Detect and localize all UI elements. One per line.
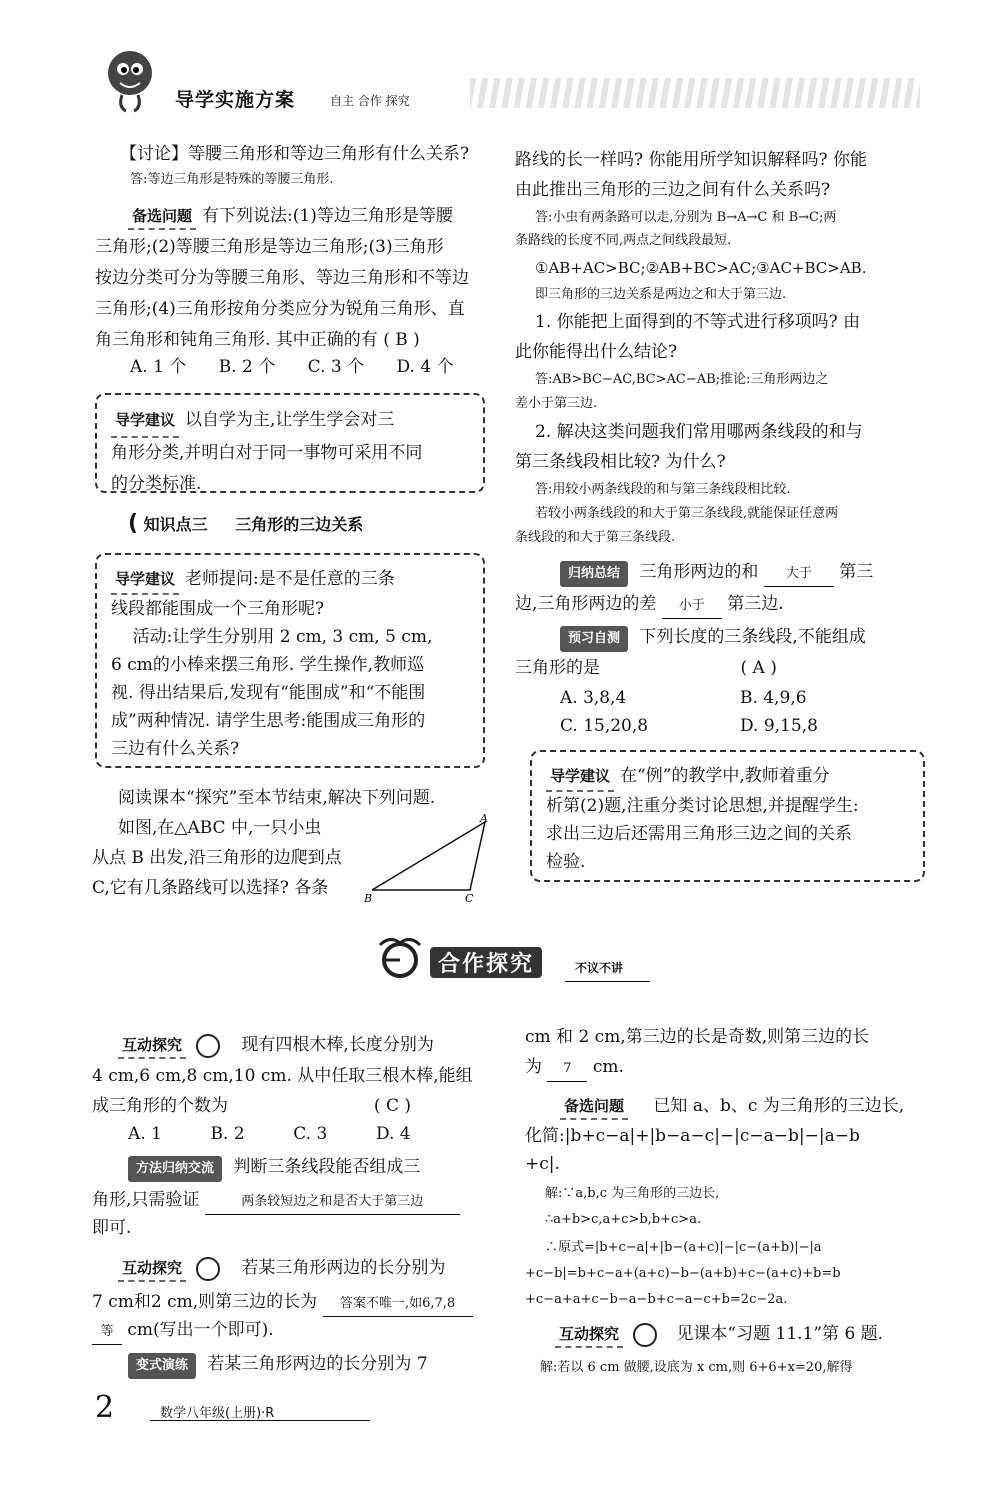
alt-line-1: 三角形;(2)等腰三角形是等边三角形;(3)三角形 <box>95 237 444 257</box>
method-line-2 <box>92 1188 460 1215</box>
interact-2-line-1 <box>92 1290 473 1317</box>
rb-line2-pre: 为 <box>525 1057 542 1077</box>
rb-alt-label: 备选问题 <box>560 1094 628 1120</box>
alt-line-4: 角三角形和钝角三角形. 其中正确的有 ( B ) <box>95 330 420 350</box>
summary-label: 归纳总结 <box>560 561 628 587</box>
right-ineq: ①AB+AC>BC;②AB+BC>AC;③AC+BC>AB. <box>535 259 867 277</box>
interact-label-1: 互动探究 <box>118 1033 186 1059</box>
method-text-3: 即可. <box>92 1218 132 1238</box>
interact-1-q0: 现有四根木棒,长度分别为 <box>241 1035 434 1055</box>
footer-rule <box>150 1420 370 1421</box>
section-subtitle: 不议不讲 <box>575 961 624 975</box>
preview-opt-c: C. 15,20,8 <box>560 716 649 736</box>
guide-3-line-1: 析第(2)题,注重分类讨论思想,并提醒学生: <box>546 796 859 816</box>
rb-line2-blank: 7 <box>547 1057 587 1082</box>
guide-box-2 <box>95 553 485 768</box>
circle-icon-2 <box>196 1257 220 1281</box>
right-a2-2: 条线段的和大于第三条线段. <box>515 530 676 545</box>
rb-line-1: cm 和 2 cm,第三边的长是奇数,则第三边的长 <box>525 1027 870 1047</box>
interact-2-end-blank: 等 <box>92 1320 122 1345</box>
rb-sol-3: +c−b|=b+c−a+(a+c)−b−(a+b)+c−(a+c)+b=b <box>525 1266 841 1281</box>
right-ans2: 即三角形的三边关系是两边之和大于第三边. <box>535 287 787 302</box>
rb-alt-0: 已知 a、b、c 为三角形的三边长, <box>653 1096 905 1116</box>
vertex-a-label: A <box>480 812 488 825</box>
method-label: 方法归纳交流 <box>128 1156 222 1182</box>
preview-label: 预习自测 <box>560 626 628 652</box>
interact-2-q0: 若某三角形两边的长分别为 <box>241 1258 446 1278</box>
flame-icon <box>370 935 430 985</box>
method-line-1 <box>128 1155 420 1182</box>
guide-box-3 <box>530 750 925 882</box>
right-a1-0: 答:AB>BC−AC,BC>AC−AB;推论:三角形两边之 <box>535 372 829 387</box>
vertex-c-label: C <box>465 892 474 905</box>
guide-3-line-0: 在“例”的教学中,教师着重分 <box>620 766 830 786</box>
right-q2-1: 第三条线段相比较? 为什么? <box>515 452 726 472</box>
interact-1-q1: 4 cm,6 cm,8 cm,10 cm. 从中任取三根木棒,能组 <box>92 1066 473 1086</box>
read-line-3: C,它有几条路线可以选择? 各条 <box>92 878 329 898</box>
interact-2-line-2 <box>92 1318 274 1345</box>
right-ans1-0: 答:小虫有两条路可以走,分别为 B→A→C 和 B→C;两 <box>535 210 837 225</box>
variant-label: 变式演练 <box>128 1353 196 1379</box>
alt-question-label: 备选问题 <box>128 204 196 230</box>
read-line-2: 从点 B 出发,沿三角形的边爬到点 <box>92 848 342 868</box>
discussion-text: 【讨论】等腰三角形和等边三角形有什么关系? <box>120 144 470 164</box>
preview-q-0: 下列长度的三条线段,不能组成 <box>639 627 866 647</box>
guide-label-3: 导学建议 <box>546 762 614 792</box>
guide-2-line-5: 成”两种情况. 请学生思考:能围成三角形的 <box>111 711 426 731</box>
rb-alt-line-0 <box>560 1094 904 1120</box>
right-q2-0: 2. 解决这类问题我们常用哪两条线段的和与 <box>535 422 863 442</box>
variant-line <box>128 1352 428 1379</box>
read-line-0: 阅读课本“探究”至本节结束,解决下列问题. <box>118 788 436 808</box>
summary-blank-2: 小于 <box>662 594 722 619</box>
right-q1-0: 1. 你能把上面得到的不等式进行移项吗? 由 <box>535 312 861 332</box>
guide-1-line-0: 以自学为主,让学生学会对三 <box>185 410 395 430</box>
footer-page-number: 2 <box>95 1390 115 1425</box>
guide-2-line-0: 老师提问:是不是任意的三条 <box>185 569 395 589</box>
vertex-b-label: B <box>364 892 373 905</box>
guide-box-1 <box>95 393 485 493</box>
rb-alt-2: +c|. <box>525 1154 560 1174</box>
rb-alt-1: 化简:|b+c−a|+|b−a−c|−|c−a−b|−|a−b <box>525 1126 860 1146</box>
guide-3-line-3: 检验. <box>546 852 586 872</box>
guide-2-line-1: 线段都能围成一个三角形呢? <box>111 599 325 619</box>
right-q1-1: 此你能得出什么结论? <box>515 342 678 362</box>
rb-sol-0: 解:∵a,b,c 为三角形的三边长, <box>545 1186 720 1201</box>
alt-options: A. 1 个 B. 2 个 C. 3 个 D. 4 个 <box>130 357 454 377</box>
rb-sol-1: ∴a+b>c,a+c>b,b+c>a. <box>545 1212 702 1227</box>
right-line-1: 由此推出三角形的三边之间有什么关系吗? <box>515 180 831 200</box>
summary-blank-1: 大于 <box>764 562 834 587</box>
discussion-answer: 答:等边三角形是特殊的等腰三角形. <box>130 172 334 187</box>
right-ans1-1: 条路线的长度不同,两点之间线段最短. <box>515 233 732 248</box>
rb-line2-post: cm. <box>592 1057 624 1077</box>
guide-label-1: 导学建议 <box>111 405 179 438</box>
header-subtitle: 自主 合作 探究 <box>330 94 410 108</box>
interact-2-q1: 7 cm和2 cm,则第三边的长为 <box>92 1292 318 1312</box>
right-a2-1: 若较小两条线段的和大于第三条线段,就能保证任意两 <box>535 506 839 521</box>
right-a2-0: 答:用较小两条线段的和与第三条线段相比较. <box>535 482 791 497</box>
preview-opt-d: D. 9,15,8 <box>740 716 818 736</box>
variant-text: 若某三角形两边的长分别为 7 <box>207 1354 428 1374</box>
summary-line-1 <box>560 560 873 587</box>
method-text-1: 判断三条线段能否组成三 <box>233 1157 421 1177</box>
knowledge-title: 三角形的三边关系 <box>235 515 364 534</box>
header-decoration <box>470 78 920 108</box>
guide-3-line-2: 求出三边后还需用三角形三边之间的关系 <box>546 824 852 844</box>
rb-sol-4: +c−a+a+c−b−a−b+c−a−c+b=2c−2a. <box>525 1292 788 1307</box>
right-line-0: 路线的长一样吗? 你能用所学知识解释吗? 你能 <box>515 150 868 170</box>
rb-interact-line <box>555 1322 883 1348</box>
interact-2-blank: 答案不唯一,如6,7,8 <box>323 1292 473 1317</box>
mascot-icon <box>100 45 160 115</box>
guide-2-line-2: 活动:让学生分别用 2 cm, 3 cm, 5 cm, <box>111 627 433 647</box>
summary-pre: 三角形两边的和 <box>639 562 759 582</box>
summary-mid: 第三 <box>839 562 874 582</box>
preview-q-1: 三角形的是 ( A ) <box>515 658 777 678</box>
circle-icon-3 <box>633 1323 657 1347</box>
interact-label-2: 互动探究 <box>118 1256 186 1282</box>
alt-line-3: 三角形;(4)三角形按角分类应分为锐角三角形、直 <box>95 299 465 319</box>
rb-interact-text: 见课本“习题 11.1”第 6 题. <box>676 1324 884 1344</box>
triangle-figure <box>360 810 500 905</box>
guide-2-line-4: 视. 得出结果后,发现有“能围成”和“不能围 <box>111 683 426 703</box>
section-banner <box>370 935 650 985</box>
preview-opt-b: B. 4,9,6 <box>740 688 807 708</box>
read-line-1: 如图,在△ABC 中,一只小虫 <box>118 818 322 838</box>
header-title: 导学实施方案 <box>175 89 296 111</box>
knowledge-label: 知识点三 <box>143 515 208 534</box>
guide-2-line-3: 6 cm的小棒来摆三角形. 学生操作,教师巡 <box>111 655 425 675</box>
summary-line-2 <box>515 592 784 619</box>
guide-2-line-6: 三边有什么关系? <box>111 739 240 759</box>
interact-1-opts: A. 1 B. 2 C. 3 D. 4 <box>128 1124 411 1144</box>
guide-label-2: 导学建议 <box>111 565 179 595</box>
method-blank: 两条较短边之和是否大于第三边 <box>205 1190 460 1215</box>
section-title: 合作探究 <box>430 947 542 978</box>
interact-1-q2: 成三角形的个数为 ( C ) <box>92 1096 411 1116</box>
rb-interact-sol: 解:若以 6 cm 做腰,设底为 x cm,则 6+6+x=20,解得 <box>540 1360 853 1375</box>
knowledge-heading <box>128 512 363 537</box>
interact-2-end: cm(写出一个即可). <box>127 1320 274 1340</box>
alt-question <box>128 204 453 230</box>
bracket-icon: ( <box>128 511 139 536</box>
section-underline <box>565 981 650 982</box>
summary-line2-pre: 边,三角形两边的差 <box>515 594 657 614</box>
rb-interact-label: 互动探究 <box>555 1322 623 1348</box>
preview-opt-a: A. 3,8,4 <box>560 688 627 708</box>
guide-1-line-2: 的分类标准. <box>111 474 202 494</box>
summary-line2-post: 第三边. <box>727 594 784 614</box>
right-a1-1: 差小于第三边. <box>515 396 598 411</box>
method-text-2: 角形,只需验证 <box>92 1190 200 1210</box>
preview-line-1 <box>560 625 866 652</box>
alt-line-0: 有下列说法:(1)等边三角形是等腰 <box>202 206 453 226</box>
guide-1-line-1: 角形分类,并明白对于同一事物可采用不同 <box>111 443 423 463</box>
rb-line-2 <box>525 1055 624 1082</box>
interact-1-line-0 <box>118 1033 434 1059</box>
footer-book: 数学八年级(上册)·R <box>160 1406 275 1421</box>
alt-line-2: 按边分类可分为等腰三角形、等边三角形和不等边 <box>95 268 469 288</box>
rb-sol-2: ∴原式=|b+c−a|+|b−(a+c)|−|c−(a+b)|−|a <box>545 1240 822 1255</box>
interact-2-line-0 <box>118 1256 445 1282</box>
circle-icon <box>196 1034 220 1058</box>
